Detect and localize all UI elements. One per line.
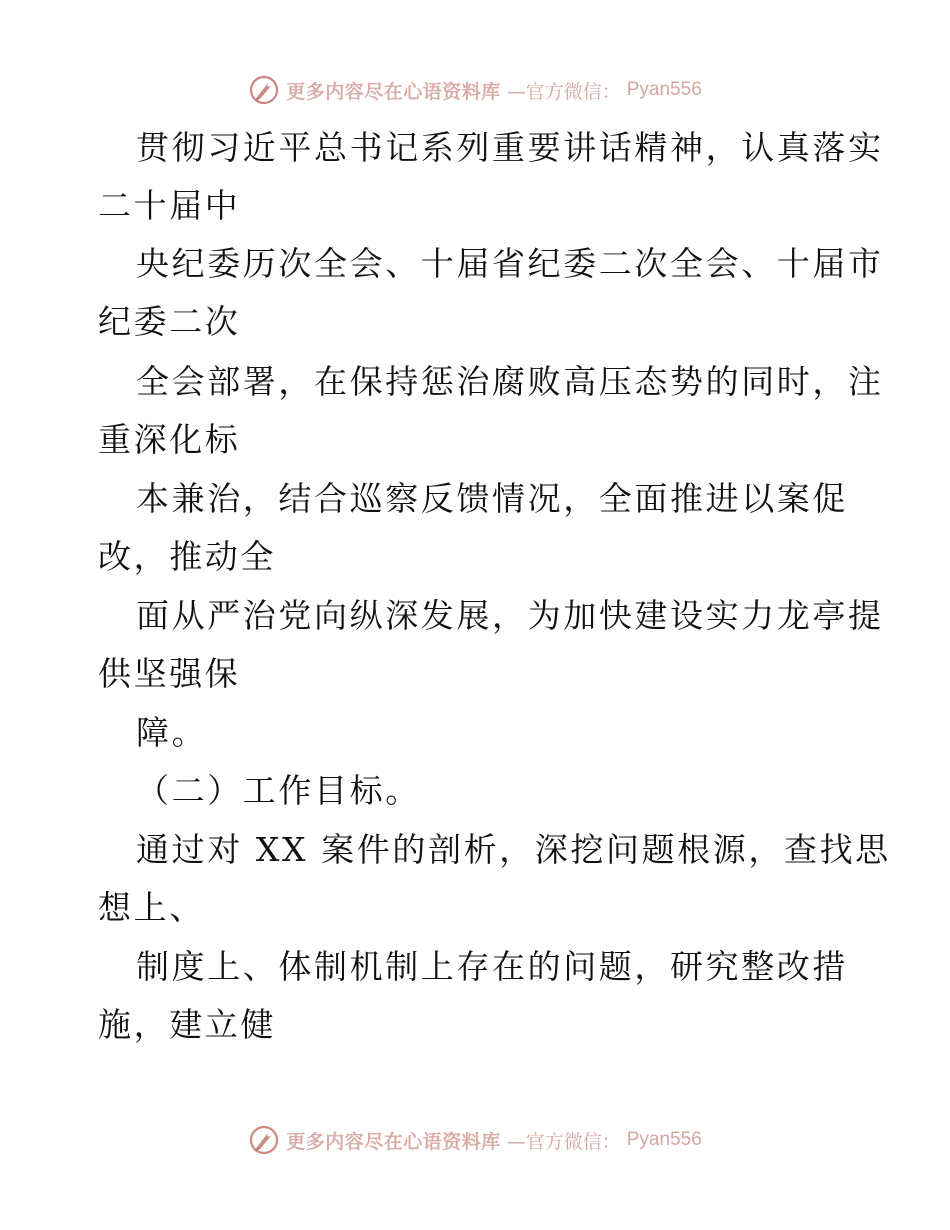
watermark-official-label: —官方微信： xyxy=(506,1130,621,1153)
body-line: 本兼治，结合巡察反馈情况，全面推进以案促 xyxy=(136,479,848,518)
section-heading: （二）工作目标。 xyxy=(136,771,421,810)
body-line: 供坚强保 xyxy=(98,654,241,693)
body-line: 改，推动全 xyxy=(98,537,276,576)
body-line: 面从严治党向纵深发展，为加快建设实力龙亭提 xyxy=(136,596,884,635)
body-line: 想上、 xyxy=(98,888,205,927)
body-line: 央纪委历次全会、十届省纪委二次全会、十届市 xyxy=(136,244,884,283)
body-line: 施，建立健 xyxy=(98,1005,276,1044)
watermark-brand-text: 更多内容尽在心语资料库 xyxy=(286,80,501,103)
body-line: 重深化标 xyxy=(98,420,241,459)
body-line: 全会部署，在保持惩治腐败高压态势的同时，注 xyxy=(136,362,884,401)
watermark-official-label: —官方微信： xyxy=(506,80,621,103)
body-line: 二十届中 xyxy=(98,186,241,225)
body-line: 障。 xyxy=(136,713,208,752)
watermark-wechat-id: Pyan556 xyxy=(626,79,702,100)
body-line: 纪委二次 xyxy=(98,302,241,341)
watermark-wechat-id: Pyan556 xyxy=(626,1129,702,1150)
watermark-brand-text: 更多内容尽在心语资料库 xyxy=(286,1130,501,1153)
body-line: 制度上、体制机制上存在的问题，研究整改措 xyxy=(136,947,848,986)
body-line: 贯彻习近平总书记系列重要讲话精神，认真落实 xyxy=(136,128,884,167)
quill-pen-circle-icon xyxy=(248,1124,280,1156)
footer-watermark xyxy=(0,1122,950,1158)
body-line: 通过对 XX 案件的剖析，深挖问题根源，查找思 xyxy=(136,830,891,869)
